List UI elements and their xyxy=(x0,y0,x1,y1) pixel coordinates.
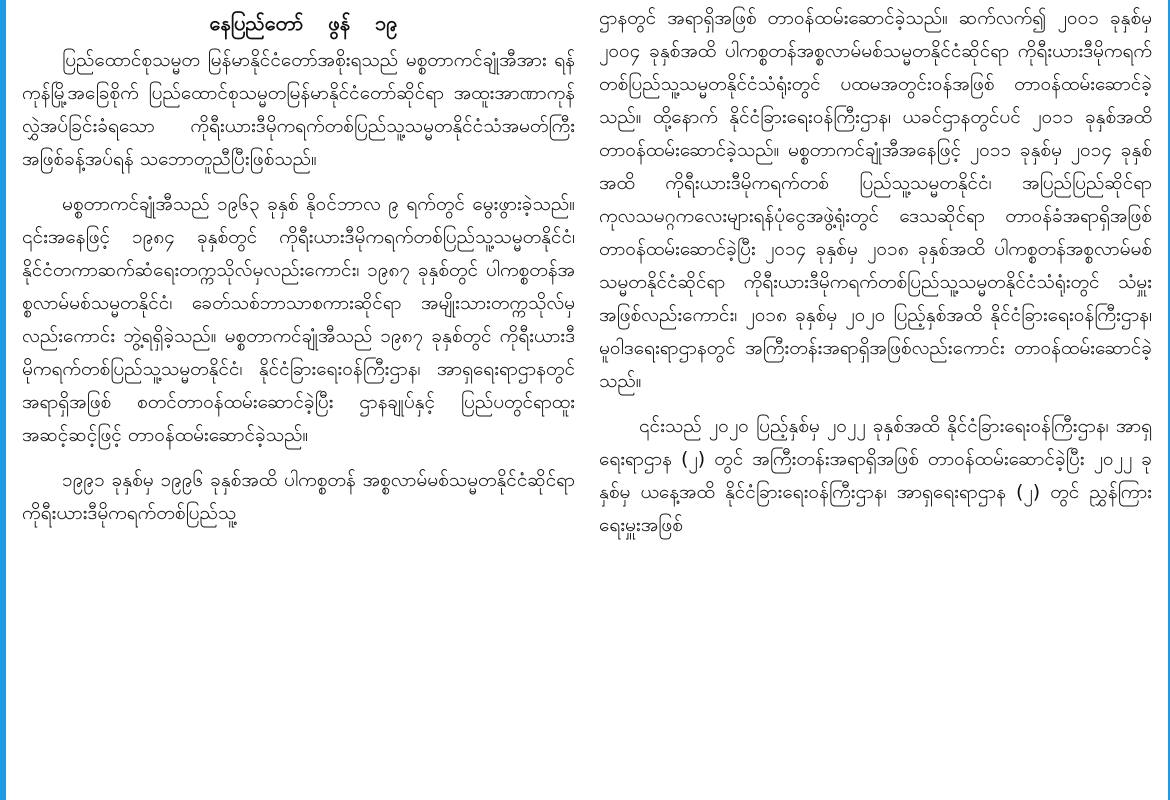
paragraph: မစ္စတာကင်ချုံအီသည် ၁၉၆၃ ခုနှစ် နိုဝင်ဘာလ ၉ ရက်တွင် မွေးဖွားခဲ့သည်။ ၎င်းအနေဖြင့် ၁၉၈၄ ခုနှစ်တွင် ကိုရီးယားဒီမိုကရက်တစ်ပြည်သူ့သမ္မတနိုင်ငံ၊ နိုင်ငံတကာဆက်ဆံရေးတက္ကသိုလ်မှလည်းကောင်း၊ ၁၉၈၇ ခုနှစ်တွင် ပါကစ္စတန်အစ္စလာမ်မစ်သမ္မတနိုင်ငံ၊ ခေတ်သစ်ဘာသာစကားဆိုင်ရာ အမျိုးသားတက္ကသိုလ်မှလည်းကောင်း ဘွဲ့ရရှိခဲ့သည်။ မစ္စတာကင်ချုံအီသည် ၁၉၈၇ ခုနှစ်တွင် ကိုရီးယားဒီမိုကရက်တစ်ပြည်သူ့သမ္မတနိုင်ငံ၊ နိုင်ငံခြားရေးဝန်ကြီးဌာန၊ အာရှရေးရာဌာနတွင် အရာရှိအဖြစ် စတင်တာဝန်ထမ်းဆောင်ခဲ့ပြီး ဌာနချုပ်နှင့် ပြည်ပတွင်ရာထူး အဆင့်ဆင့်ဖြင့် တာဝန်ထမ်းဆောင်ခဲ့သည်။ xyxy=(22,193,575,446)
article-columns xyxy=(22,0,1152,800)
paragraph: ၎င်းသည် ၂၀၂၀ ပြည့်နှစ်မှ ၂၀၂၂ ခုနှစ်အထိ နိုင်ငံခြားရေးဝန်ကြီးဌာန၊ အာရှရေးရာဌာန (၂) တွင် အကြီးတန်းအရာရှိအဖြစ် တာဝန်ထမ်းဆောင်ခဲ့ပြီး ၂၀၂၂ ခုနှစ်မှ ယနေ့အထိ နိုင်ငံခြားရေးဝန်ကြီးဌာန၊ အာရှရေးရာဌာန (၂) တွင် ညွှန်ကြားရေးမှူးအဖြစ် xyxy=(599,415,1152,536)
left-column xyxy=(22,0,575,800)
paragraph: ဌာနတွင် အရာရှိအဖြစ် တာဝန်ထမ်းဆောင်ခဲ့သည်။ ဆက်လက်၍ ၂၀၀၁ ခုနှစ်မှ ၂၀၀၄ ခုနှစ်အထိ ပါကစ္စတန်အစ္စလာမ်မစ်သမ္မတနိုင်ငံဆိုင်ရာ ကိုရီးယားဒီမိုကရက်တစ်ပြည်သူ့သမ္မတနိုင်ငံသံရုံးတွင် ပထမအတွင်းဝန်အဖြစ် တာဝန်ထမ်းဆောင်ခဲ့သည်။ ထို့နောက် နိုင်ငံခြားရေးဝန်ကြီးဌာန၊ ယခင်ဌာနတွင်ပင် ၂၀၁၁ ခုနှစ်အထိ တာဝန်ထမ်းဆောင်ခဲ့သည်။ မစ္စတာကင်ချုံအီအနေဖြင့် ၂၀၁၁ ခုနှစ်မှ ၂၀၁၄ ခုနှစ်အထိ ကိုရီးယားဒီမိုကရက်တစ် ပြည်သူ့သမ္မတနိုင်ငံ၊ အပြည်ပြည်ဆိုင်ရာ ကုလသမဂ္ဂကလေးများရန်ပုံငွေအဖွဲ့ရုံးတွင် ဒေသဆိုင်ရာ တာဝန်ခံအရာရှိအဖြစ် တာဝန်ထမ်းဆောင်ခဲ့ပြီး ၂၀၁၄ ခုနှစ်မှ ၂၀၁၈ ခုနှစ်အထိ ပါကစ္စတန်အစ္စလာမ်မစ်သမ္မတနိုင်ငံဆိုင်ရာ ကိုရီးယားဒီမိုကရက်တစ်ပြည်သူ့သမ္မတနိုင်ငံသံရုံးတွင် သံမှူးအဖြစ်လည်းကောင်း၊ ၂၀၁၈ ခုနှစ်မှ ၂၀၂၀ ပြည့်နှစ်အထိ နိုင်ငံခြားရေးဝန်ကြီးဌာန၊ မူဝါဒရေးရာဌာနတွင် အကြီးတန်းအရာရှိအဖြစ်လည်းကောင်း တာဝန်ထမ်းဆောင်ခဲ့သည်။ xyxy=(599,7,1152,392)
article-dateline: နေပြည်တော် ဖွန် ၁၉ xyxy=(209,11,398,35)
paragraph: ၁၉၉၁ ခုနှစ်မှ ၁၉၉၆ ခုနှစ်အထိ ပါကစ္စတန် အစ္စလာမ်မစ်သမ္မတနိုင်ငံဆိုင်ရာ ကိုရီးယားဒီမိုကရက်တစ်ပြည်သူ့ xyxy=(22,469,575,524)
paragraph: ပြည်ထောင်စုသမ္မတ မြန်မာနိုင်ငံတော်အစိုးရသည် မစ္စတာကင်ချုံအီအား ရန်ကုန်မြို့အခြေစိုက် ပြည်ထောင်စုသမ္မတမြန်မာနိုင်ငံတော်ဆိုင်ရာ အထူးအာဏာကုန် လွှဲအပ်ခြင်းခံရသော ကိုရီးယားဒီမိုကရက်တစ်ပြည်သူ့သမ္မတနိုင်ငံသံအမတ်ကြီးအဖြစ်ခန့်အပ်ရန် သဘောတူညီပြီးဖြစ်သည်။ xyxy=(22,49,575,170)
left-accent-rule xyxy=(0,0,6,800)
right-column xyxy=(599,0,1152,800)
